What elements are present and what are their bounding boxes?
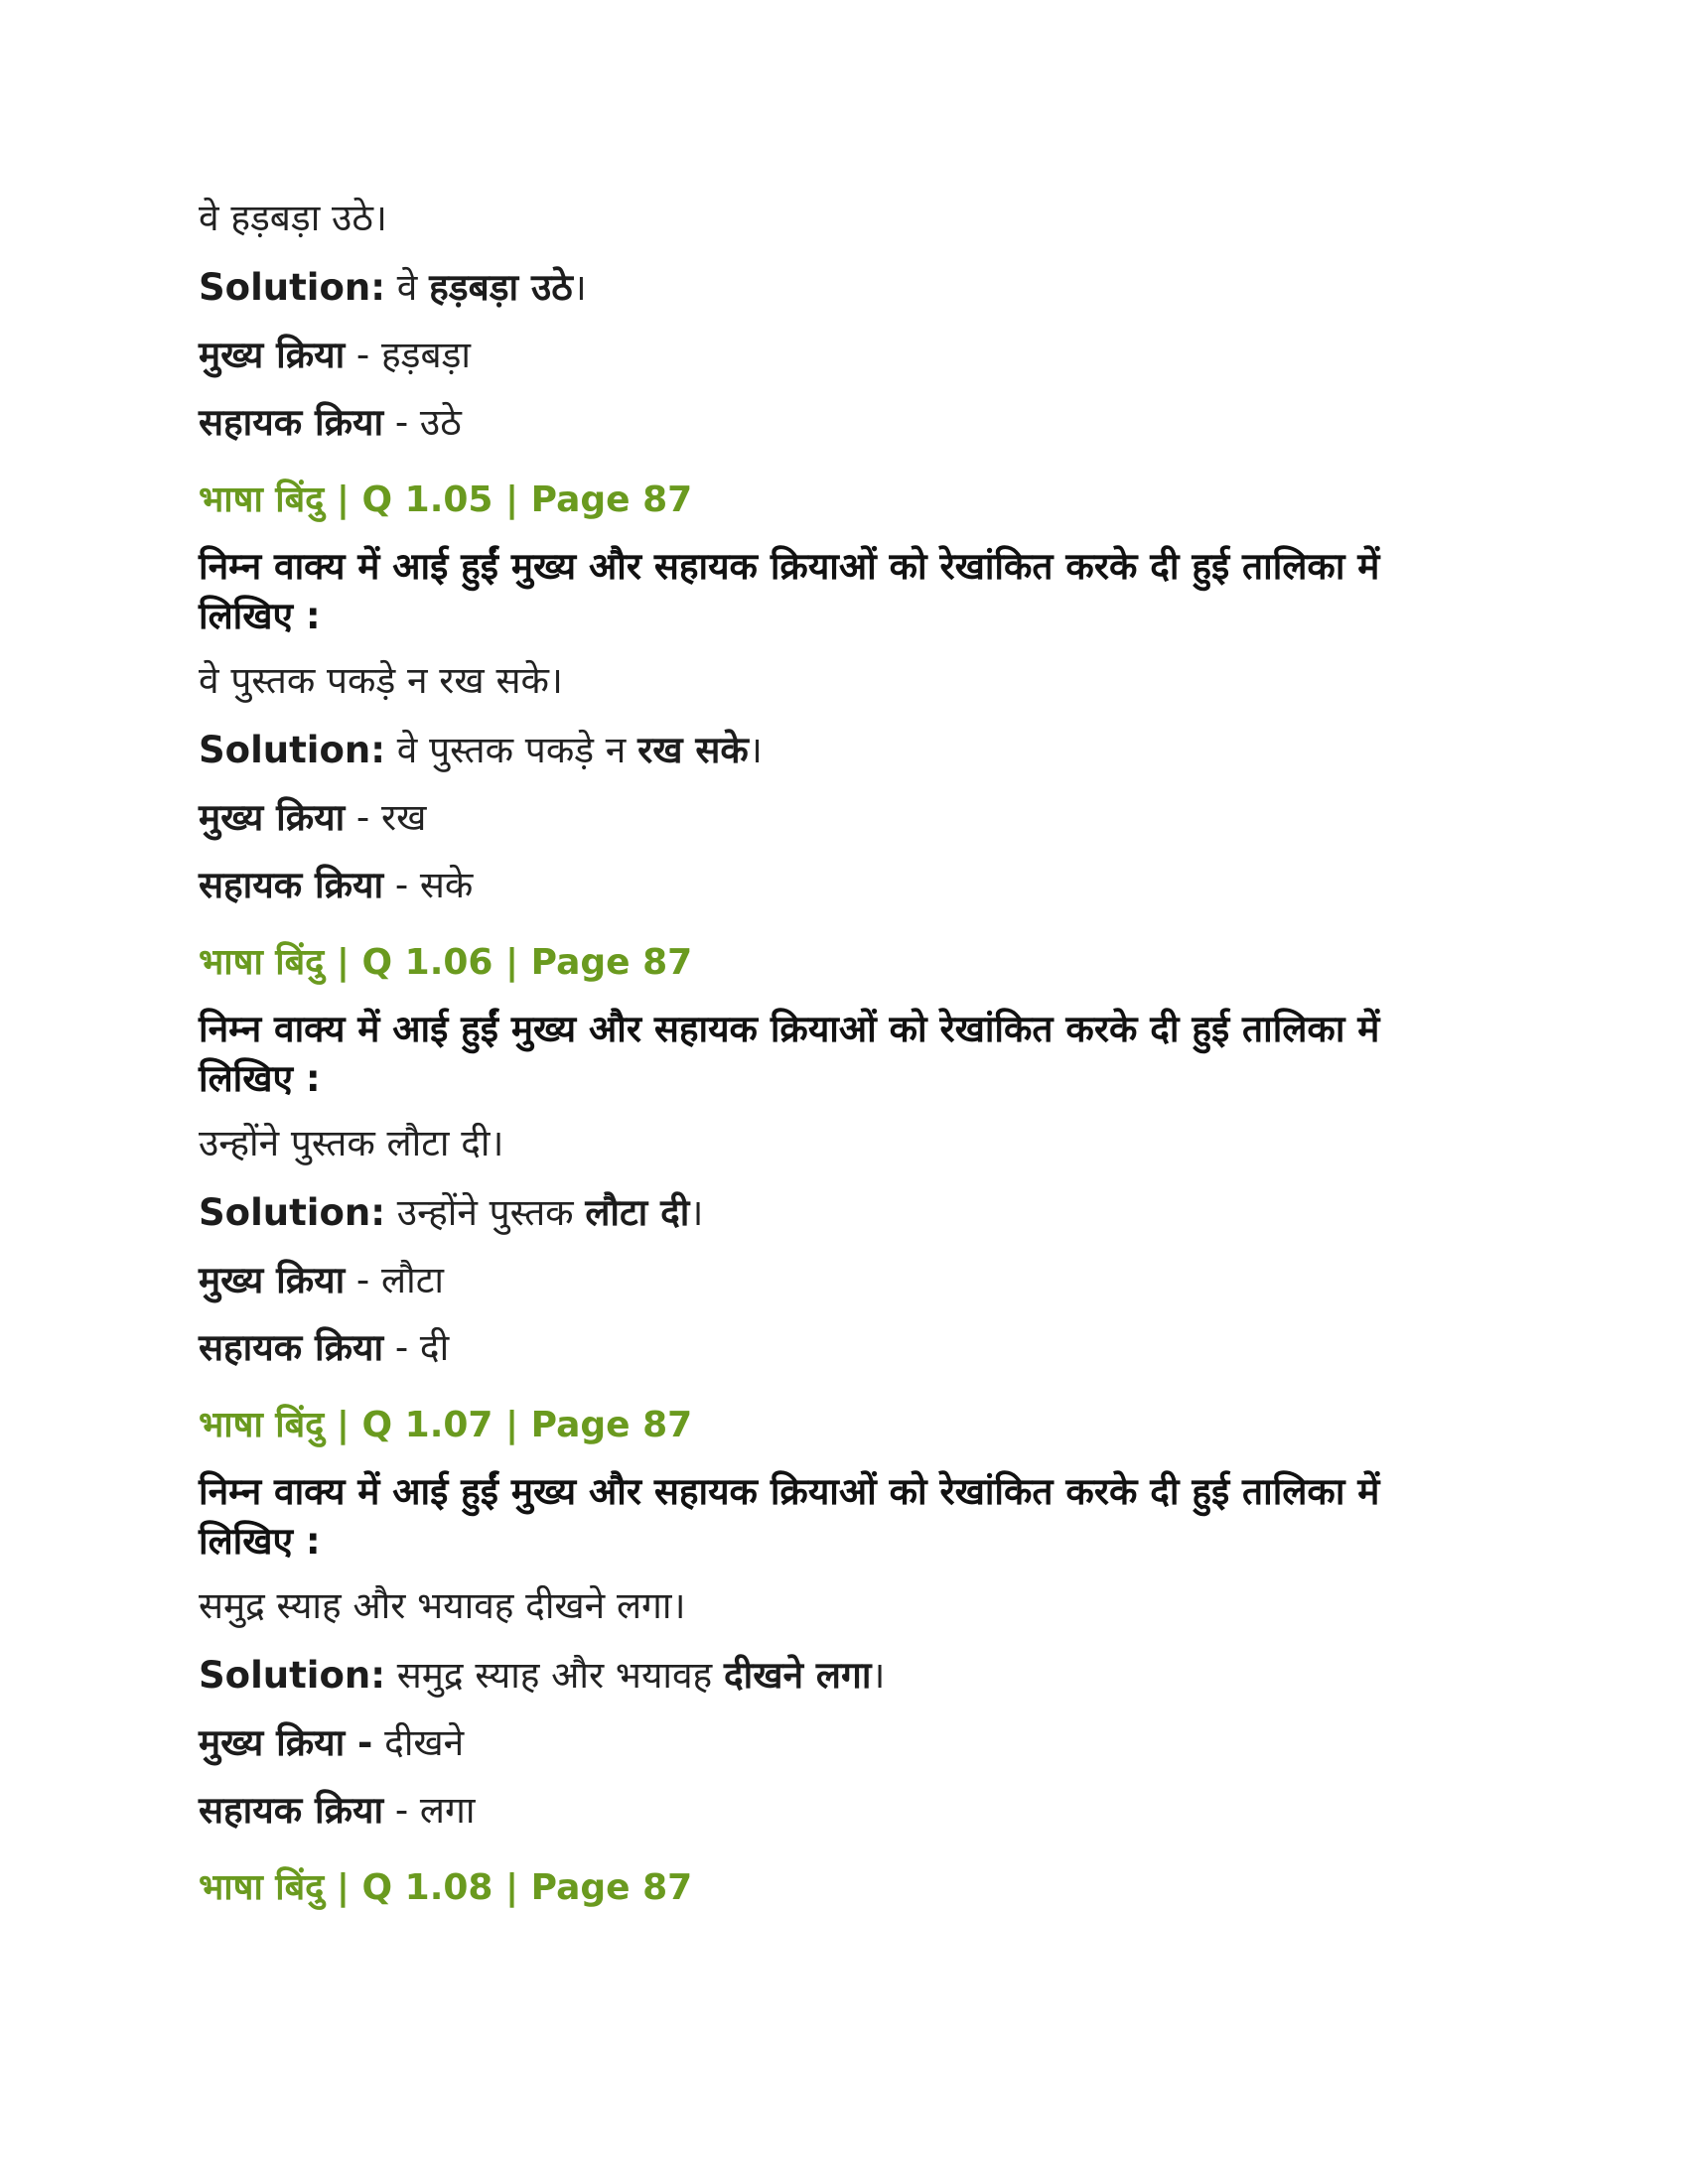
solution-q106 (199, 1189, 703, 1237)
solution-label: Solution: (199, 1654, 386, 1697)
solution-text: वे पुस्तक पकड़े न (396, 729, 627, 771)
solution-highlight: रख सके (637, 729, 749, 771)
main-verb-q104 (199, 332, 471, 379)
aux-verb-label: सहायक क्रिया (199, 864, 384, 906)
aux-verb-value: - सके (394, 864, 474, 906)
sentence-q106: उन्होंने पुस्तक लौटा दी। (199, 1122, 504, 1164)
solution-label: Solution: (199, 729, 386, 771)
solution-highlight: लौटा दी (585, 1191, 690, 1234)
question-text-q106 (199, 1005, 1509, 1104)
solution-highlight: दीखने लगा (723, 1654, 872, 1697)
question-line: निम्न वाक्य में आई हुईं मुख्य और सहायक क्रियाओं को रेखांकित करके दी हुई तालिका में (199, 1008, 1380, 1050)
aux-verb-q107 (199, 1787, 475, 1835)
main-verb-q106 (199, 1257, 444, 1304)
aux-verb-q104 (199, 399, 462, 447)
main-verb-label: मुख्य क्रिया (199, 1259, 346, 1301)
solution-q105 (199, 727, 763, 774)
solution-text: वे (396, 266, 418, 309)
main-verb-q107 (199, 1719, 464, 1767)
aux-verb-label: सहायक क्रिया (199, 1789, 384, 1832)
solution-end: । (748, 729, 763, 771)
aux-verb-q105 (199, 862, 473, 909)
solution-text: समुद्र स्याह और भयावह (396, 1654, 713, 1697)
question-text-q105 (199, 542, 1509, 641)
solution-text: उन्होंने पुस्तक (396, 1191, 574, 1234)
main-verb-label: मुख्य क्रिया (199, 334, 346, 376)
aux-verb-value: - उठे (394, 401, 462, 444)
question-header-q108: भाषा बिंदु | Q 1.08 | Page 87 (199, 1867, 693, 1908)
aux-verb-label: सहायक क्रिया (199, 401, 384, 444)
solution-label: Solution: (199, 1191, 386, 1234)
aux-verb-q106 (199, 1324, 449, 1372)
solution-end: । (689, 1191, 704, 1234)
main-verb-label: मुख्य क्रिया - (199, 1721, 373, 1764)
question-line: निम्न वाक्य में आई हुईं मुख्य और सहायक क्रियाओं को रेखांकित करके दी हुई तालिका में (199, 545, 1380, 588)
main-verb-q105 (199, 794, 426, 842)
main-verb-label: मुख्य क्रिया (199, 796, 346, 839)
main-verb-value: - लौटा (355, 1259, 444, 1301)
question-header-q105: भाषा बिंदु | Q 1.05 | Page 87 (199, 479, 693, 520)
aux-verb-label: सहायक क्रिया (199, 1326, 384, 1369)
solution-highlight: हड़बड़ा उठे (429, 266, 573, 309)
main-verb-value: - रख (355, 796, 427, 839)
solution-label: Solution: (199, 266, 386, 309)
aux-verb-value: - लगा (394, 1789, 476, 1832)
question-header-q106: भाषा बिंदु | Q 1.06 | Page 87 (199, 942, 693, 983)
solution-q107 (199, 1652, 885, 1700)
question-header-q107: भाषा बिंदु | Q 1.07 | Page 87 (199, 1405, 693, 1445)
question-line: लिखिए : (199, 1057, 321, 1100)
main-verb-value: - हड़बड़ा (355, 334, 471, 376)
solution-end: । (871, 1654, 886, 1697)
solution-end: । (572, 266, 587, 309)
sentence-q104: वे हड़बड़ा उठे। (199, 197, 387, 239)
sentence-q105: वे पुस्तक पकड़े न रख सके। (199, 659, 563, 702)
question-line: निम्न वाक्य में आई हुईं मुख्य और सहायक क्रियाओं को रेखांकित करके दी हुई तालिका में (199, 1470, 1380, 1513)
solution-q104 (199, 264, 587, 312)
question-line: लिखिए : (199, 1520, 321, 1563)
aux-verb-value: - दी (394, 1326, 450, 1369)
question-line: लिखिए : (199, 595, 321, 637)
main-verb-value: दीखने (384, 1721, 465, 1764)
sentence-q107: समुद्र स्याह और भयावह दीखने लगा। (199, 1584, 686, 1627)
question-text-q107 (199, 1467, 1509, 1567)
